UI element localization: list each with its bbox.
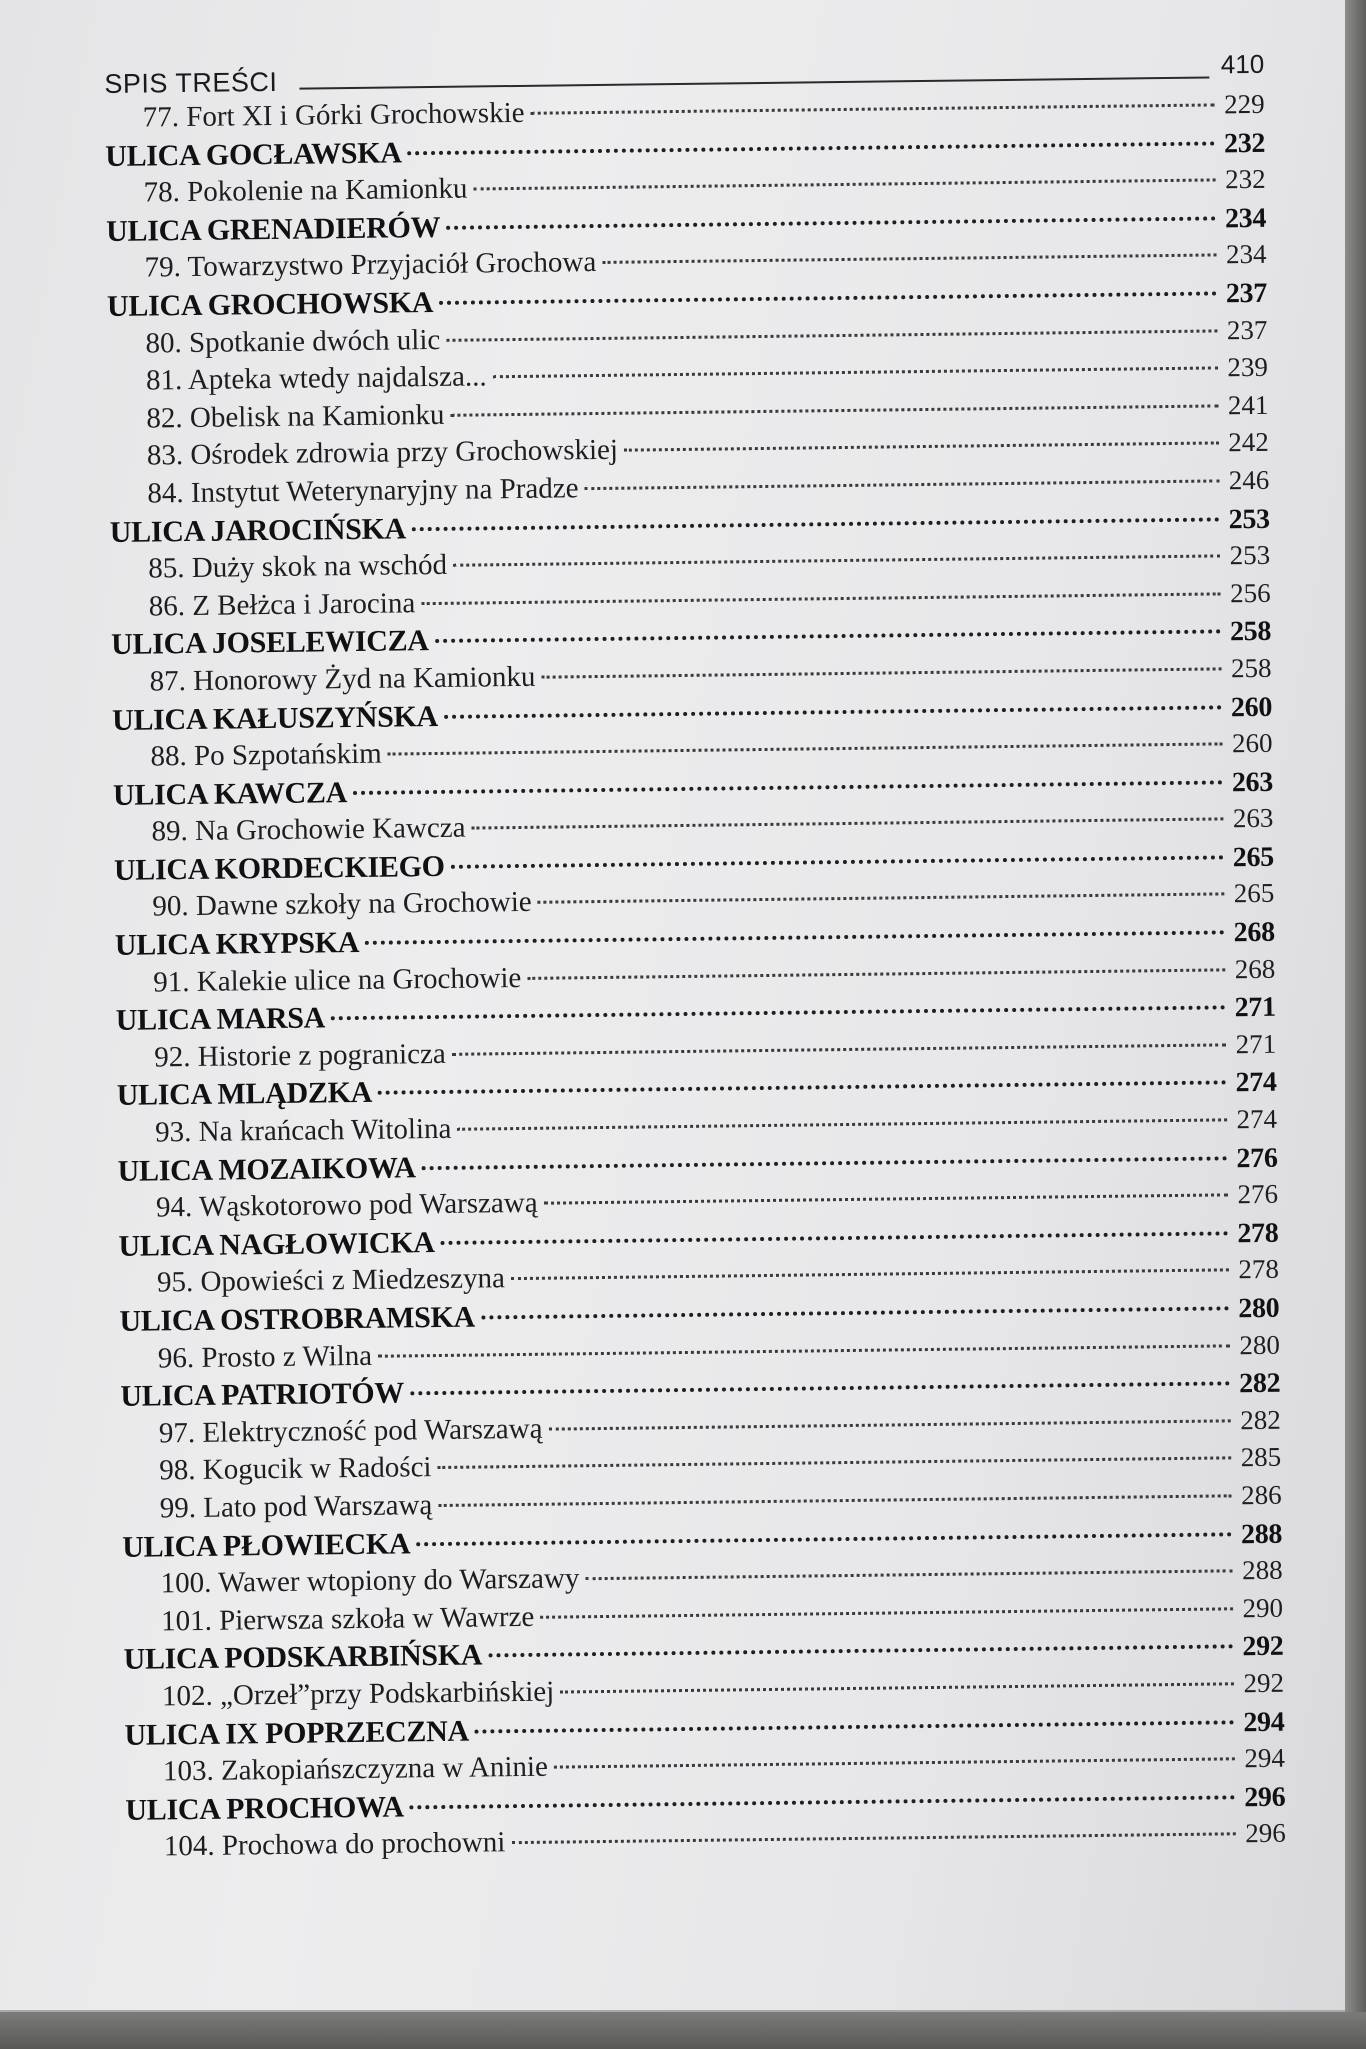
toc-entry-label: ULICA NAGŁOWICKA xyxy=(118,1225,435,1263)
dot-leader xyxy=(471,818,1223,830)
toc-entry-page: 271 xyxy=(1234,992,1276,1024)
dot-leader xyxy=(560,1682,1234,1693)
dot-leader xyxy=(438,1494,1231,1507)
toc-entry-page: 296 xyxy=(1244,1781,1286,1813)
toc-entry-label: ULICA JOSELEWICZA xyxy=(110,624,429,662)
dot-leader xyxy=(451,855,1224,868)
dot-leader xyxy=(444,705,1222,719)
dot-leader xyxy=(453,555,1220,567)
toc-entry-page: 282 xyxy=(1239,1367,1281,1400)
toc-entry-page: 260 xyxy=(1230,691,1273,723)
toc-entry-label: ULICA KAŁUSZYŃSKA xyxy=(111,699,439,737)
dot-leader xyxy=(446,216,1216,229)
dot-leader xyxy=(481,1306,1229,1319)
toc-entry-label: 97. Elektryczność pod Warszawą xyxy=(158,1412,543,1450)
dot-leader xyxy=(446,329,1217,341)
dot-leader xyxy=(511,1269,1229,1281)
toc-entry-label: 104. Prochowa do prochowni xyxy=(163,1826,506,1863)
dot-leader xyxy=(624,442,1219,452)
dot-leader xyxy=(410,1382,1230,1396)
dot-leader xyxy=(544,1194,1228,1205)
toc-entry-page: 234 xyxy=(1224,202,1267,235)
toc-entry-page: 280 xyxy=(1238,1292,1280,1325)
toc-entry-label: ULICA JAROCIŃSKA xyxy=(109,511,407,549)
toc-entry-label: 91. Kalekie ulice na Grochowie xyxy=(153,961,522,999)
toc-entry-label: 89. Na Grochowie Kawcza xyxy=(151,811,466,848)
page-number: 410 xyxy=(1220,48,1265,80)
dot-leader xyxy=(602,254,1216,265)
toc-entry-label: 83. Ośrodek zdrowia przy Grochowskiej xyxy=(146,434,619,472)
dot-leader xyxy=(585,479,1220,490)
dot-leader xyxy=(493,367,1218,379)
toc-entry-page: 294 xyxy=(1244,1742,1286,1774)
dot-leader xyxy=(353,780,1223,795)
toc-entry-label: ULICA PROCHOWA xyxy=(125,1790,404,1827)
toc-entry-page: 260 xyxy=(1231,727,1273,759)
toc-entry-label: ULICA PATRIOTÓW xyxy=(120,1376,405,1414)
toc-entry-label: ULICA KRYPSKA xyxy=(114,926,360,962)
toc-entry-label: 101. Pierwsza szkoła w Wawrze xyxy=(160,1600,535,1638)
toc-entry-page: 237 xyxy=(1225,277,1268,310)
dot-leader xyxy=(408,141,1216,155)
toc-entry-label: 78. Pokolenie na Kamionku xyxy=(143,172,468,209)
toc-entry-label: 98. Kogucik w Radości xyxy=(159,1451,432,1487)
toc-entry-page: 274 xyxy=(1235,1067,1277,1099)
toc-entry-label: 92. Historie z pogranicza xyxy=(154,1037,446,1074)
page-title: SPIS TREŚCI xyxy=(104,66,278,99)
dot-leader xyxy=(475,1720,1235,1733)
dot-leader xyxy=(511,1833,1235,1845)
dot-leader xyxy=(438,1457,1232,1470)
toc-entry-page: 258 xyxy=(1230,652,1272,684)
toc-entry-label: 88. Po Szpotańskim xyxy=(150,737,382,773)
toc-entry-label: 84. Instytut Weterynaryjny na Pradze xyxy=(147,472,579,510)
dot-leader xyxy=(422,1156,1228,1170)
dot-leader xyxy=(457,1118,1227,1130)
toc-entry-page: 288 xyxy=(1240,1518,1283,1550)
dot-leader xyxy=(554,1757,1235,1768)
toc-entry-label: ULICA KAWCZA xyxy=(112,775,348,812)
dot-leader xyxy=(416,1532,1232,1546)
toc-entry-label: 96. Prosto z Wilna xyxy=(157,1339,373,1375)
dot-leader xyxy=(441,1231,1229,1245)
dot-leader xyxy=(450,404,1218,416)
toc-entry-page: 288 xyxy=(1241,1554,1283,1586)
toc-entry-label: ULICA PODSKARBIŃSKA xyxy=(123,1638,483,1677)
toc-entry-label: 99. Lato pod Warszawą xyxy=(159,1489,433,1525)
toc-entry-page: 268 xyxy=(1233,916,1275,949)
toc-entry-label: 100. Wawer wtopiony do Warszawy xyxy=(160,1562,580,1600)
toc-entry-page: 253 xyxy=(1228,503,1270,535)
toc-entry-page: 232 xyxy=(1224,164,1266,195)
toc-entry-page: 285 xyxy=(1240,1442,1282,1473)
toc-entry-page: 232 xyxy=(1223,127,1266,159)
toc-entry-label: 82. Obelisk na Kamionku xyxy=(146,398,445,435)
toc-entry-label: ULICA PŁOWIECKA xyxy=(122,1526,411,1564)
toc-entry-page: 292 xyxy=(1243,1667,1285,1699)
toc-entry-page: 271 xyxy=(1235,1028,1277,1060)
toc-entry-label: 94. Wąskotorowo pod Warszawą xyxy=(155,1187,538,1224)
toc-entry-label: ULICA GROCHOWSKA xyxy=(106,285,434,323)
toc-entry-page: 268 xyxy=(1234,953,1276,984)
toc-entry-label: 102. „Orzeł”przy Podskarbińskiej xyxy=(161,1675,555,1713)
toc-entry-page: 234 xyxy=(1225,239,1267,270)
toc-entry-label: 87. Honorowy Żyd na Kamionku xyxy=(149,660,536,698)
toc-entry-label: 103. Zakopiańszczyzna w Aninie xyxy=(162,1750,549,1788)
toc-entry-label: ULICA GOCŁAWSKA xyxy=(105,135,402,173)
toc-entry-page: 296 xyxy=(1245,1818,1286,1849)
dot-leader xyxy=(439,291,1217,305)
toc-entry-page: 265 xyxy=(1232,841,1275,874)
dot-leader xyxy=(365,930,1225,945)
toc-entry-page: 292 xyxy=(1242,1631,1284,1663)
dot-leader xyxy=(541,667,1221,678)
dot-leader xyxy=(378,1081,1227,1095)
toc-entry-page: 276 xyxy=(1237,1178,1279,1210)
toc-entry-label: 80. Spotkanie dwóch ulic xyxy=(145,323,441,360)
toc-entry-page: 237 xyxy=(1226,314,1268,345)
toc-entry-label: ULICA IX POPRZECZNA xyxy=(124,1714,470,1752)
toc-entry-label: 95. Opowieści z Miedzeszyna xyxy=(156,1262,506,1299)
toc-entry-label: 81. Apteka wtedy najdalsza... xyxy=(145,360,487,397)
dot-leader xyxy=(452,1043,1226,1055)
toc-entry-page: 241 xyxy=(1227,389,1269,421)
toc-entry-page: 278 xyxy=(1238,1254,1280,1285)
dot-leader xyxy=(531,103,1215,114)
toc-entry-page: 263 xyxy=(1231,766,1274,798)
dot-leader xyxy=(412,517,1220,531)
toc-entry-page: 263 xyxy=(1232,803,1274,834)
toc-entry-label: 79. Towarzystwo Przyjaciół Grochowa xyxy=(144,246,597,284)
dot-leader xyxy=(527,968,1225,980)
toc-entry-page: 246 xyxy=(1228,464,1270,496)
toc-content xyxy=(104,42,1286,1867)
toc-entry-label: ULICA MLĄDZKA xyxy=(116,1076,373,1113)
toc-entry-label: 77. Fort XI i Górki Grochowskie xyxy=(142,96,525,134)
toc-entry-page: 229 xyxy=(1223,88,1265,120)
bottom-shadow xyxy=(0,2012,1366,2049)
dot-leader xyxy=(378,1344,1230,1357)
dot-leader xyxy=(388,742,1223,755)
toc-entry-label: ULICA MOZAIKOWA xyxy=(117,1150,416,1188)
toc-entry-page: 280 xyxy=(1239,1329,1281,1360)
toc-entry-page: 256 xyxy=(1229,577,1271,608)
dot-leader xyxy=(540,1607,1233,1618)
toc-entry-page: 274 xyxy=(1236,1103,1278,1135)
dot-leader xyxy=(435,630,1221,644)
book-edge-shadow xyxy=(1345,0,1366,2049)
toc-entry-page: 290 xyxy=(1242,1592,1284,1623)
dot-leader xyxy=(538,893,1225,904)
toc-entry-label: 90. Dawne szkoły na Grochowie xyxy=(152,886,532,923)
dot-leader xyxy=(473,179,1215,191)
dot-leader xyxy=(585,1569,1232,1580)
toc-entry-page: 258 xyxy=(1229,616,1272,648)
toc-entry-label: ULICA MARSA xyxy=(115,1001,326,1038)
toc-entry-page: 253 xyxy=(1229,539,1271,571)
table-of-contents xyxy=(105,86,1286,1867)
dot-leader xyxy=(488,1645,1233,1658)
dot-leader xyxy=(421,592,1220,605)
toc-entry-page: 242 xyxy=(1228,427,1269,458)
dot-leader xyxy=(548,1419,1230,1430)
toc-entry-page: 282 xyxy=(1240,1404,1281,1436)
toc-entry-page: 278 xyxy=(1237,1217,1279,1250)
toc-entry-label: 85. Duży skok na wschód xyxy=(148,548,448,585)
toc-entry-page: 265 xyxy=(1233,878,1275,909)
toc-entry-label: 86. Z Bełżca i Jarocina xyxy=(148,586,416,623)
toc-entry-page: 294 xyxy=(1243,1706,1285,1738)
toc-entry-label: ULICA OSTROBRAMSKA xyxy=(119,1300,476,1338)
toc-entry-label: 93. Na krańcach Witolina xyxy=(154,1112,452,1149)
toc-entry-page: 239 xyxy=(1227,351,1269,383)
toc-entry-page: 286 xyxy=(1240,1479,1282,1511)
dot-leader xyxy=(331,1006,1226,1021)
dot-leader xyxy=(410,1795,1236,1809)
toc-entry-label: ULICA KORDECKIEGO xyxy=(113,849,445,887)
toc-entry-label: ULICA GRENADIERÓW xyxy=(105,210,441,248)
toc-entry-page: 276 xyxy=(1236,1142,1278,1174)
